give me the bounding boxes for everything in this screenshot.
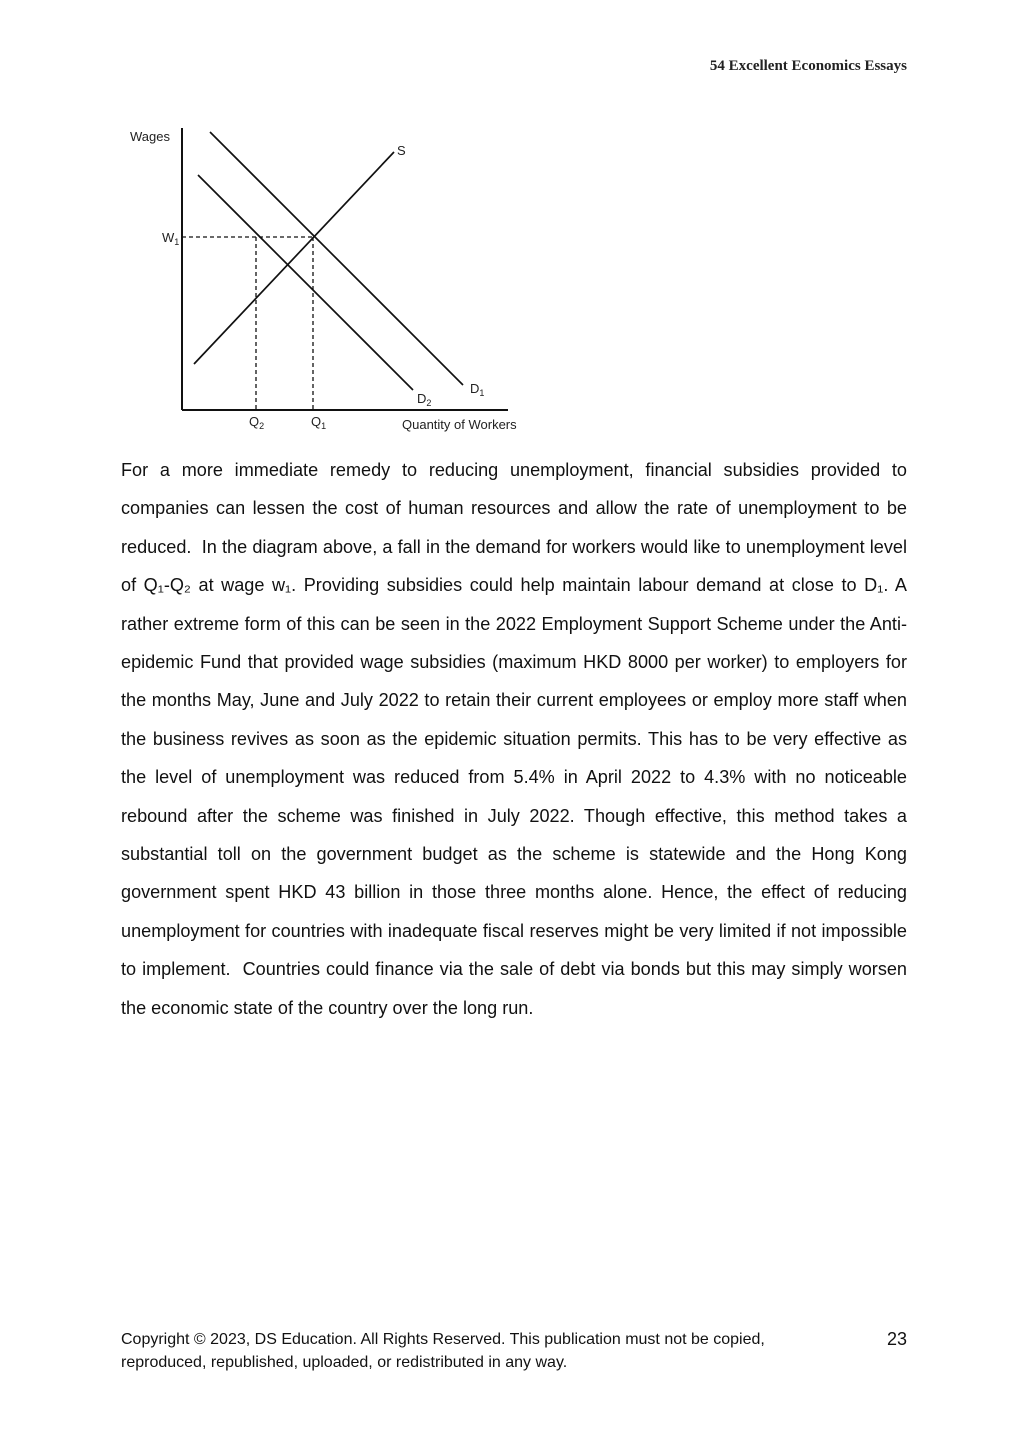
demand-d2-label: $D_2$ [417,391,432,408]
copyright-notice: Copyright © 2023, DS Education. All Rights Reserved. This publication must not be copied, reproduced, republished, uploaded, or redistributed in any way. [121,1331,765,1371]
q1-label: $Q_1$ [311,414,327,431]
page-number: 23 [886,1329,907,1349]
supply-curve [194,152,394,364]
x-axis-label: Quantity of Workers [402,417,517,432]
y-axis-label: Wages [130,129,170,144]
demand-curve-d1 [210,132,463,385]
labour-market-diagram [120,118,550,440]
running-header-title: 54 Excellent Economics Essays [709,58,907,74]
body-paragraph: For a more immediate remedy to reducing unemployment, financial subsidies provided to companies can lessen the cost of human resources and allow the rate of unemployment to be reduced. In the diagram above, a fall in the demand for workers would like to unemployment level of Q₁-Q₂ at wage w₁. Providing subsidies could help maintain labour demand at close to D₁. A rather extreme form of this can be seen in the 2022 Employment Support Scheme under the Anti-epidemic Fund that provided wage subsidies (maximum HKD 8000 per worker) to employers for the months May, June and July 2022 to retain their current employees or employ more staff when the business revives as soon as the epidemic situation permits. This has to be very effective as the level of unemployment was reduced from 5.4% in April 2022 to 4.3% with no noticeable rebound after the scheme was finished in July 2022. Though effective, this method takes a substantial toll on the government budget as the scheme is statewide and the Hong Kong government spent HKD 43 billion in those three months alone. Hence, the effect of reducing unemployment for countries with inadequate fiscal reserves might be very limited if not impossible to implement. Countries could finance via the sale of debt via bonds but this may simply worsen the economic state of the country over the long run. [121,460,907,1018]
supply-label: S [397,143,406,158]
demand-curve-d2 [198,175,413,390]
wage-label: $W_1$ [162,230,180,247]
q2-label: $Q_2$ [249,414,265,431]
demand-d1-label: $D_1$ [470,381,485,398]
